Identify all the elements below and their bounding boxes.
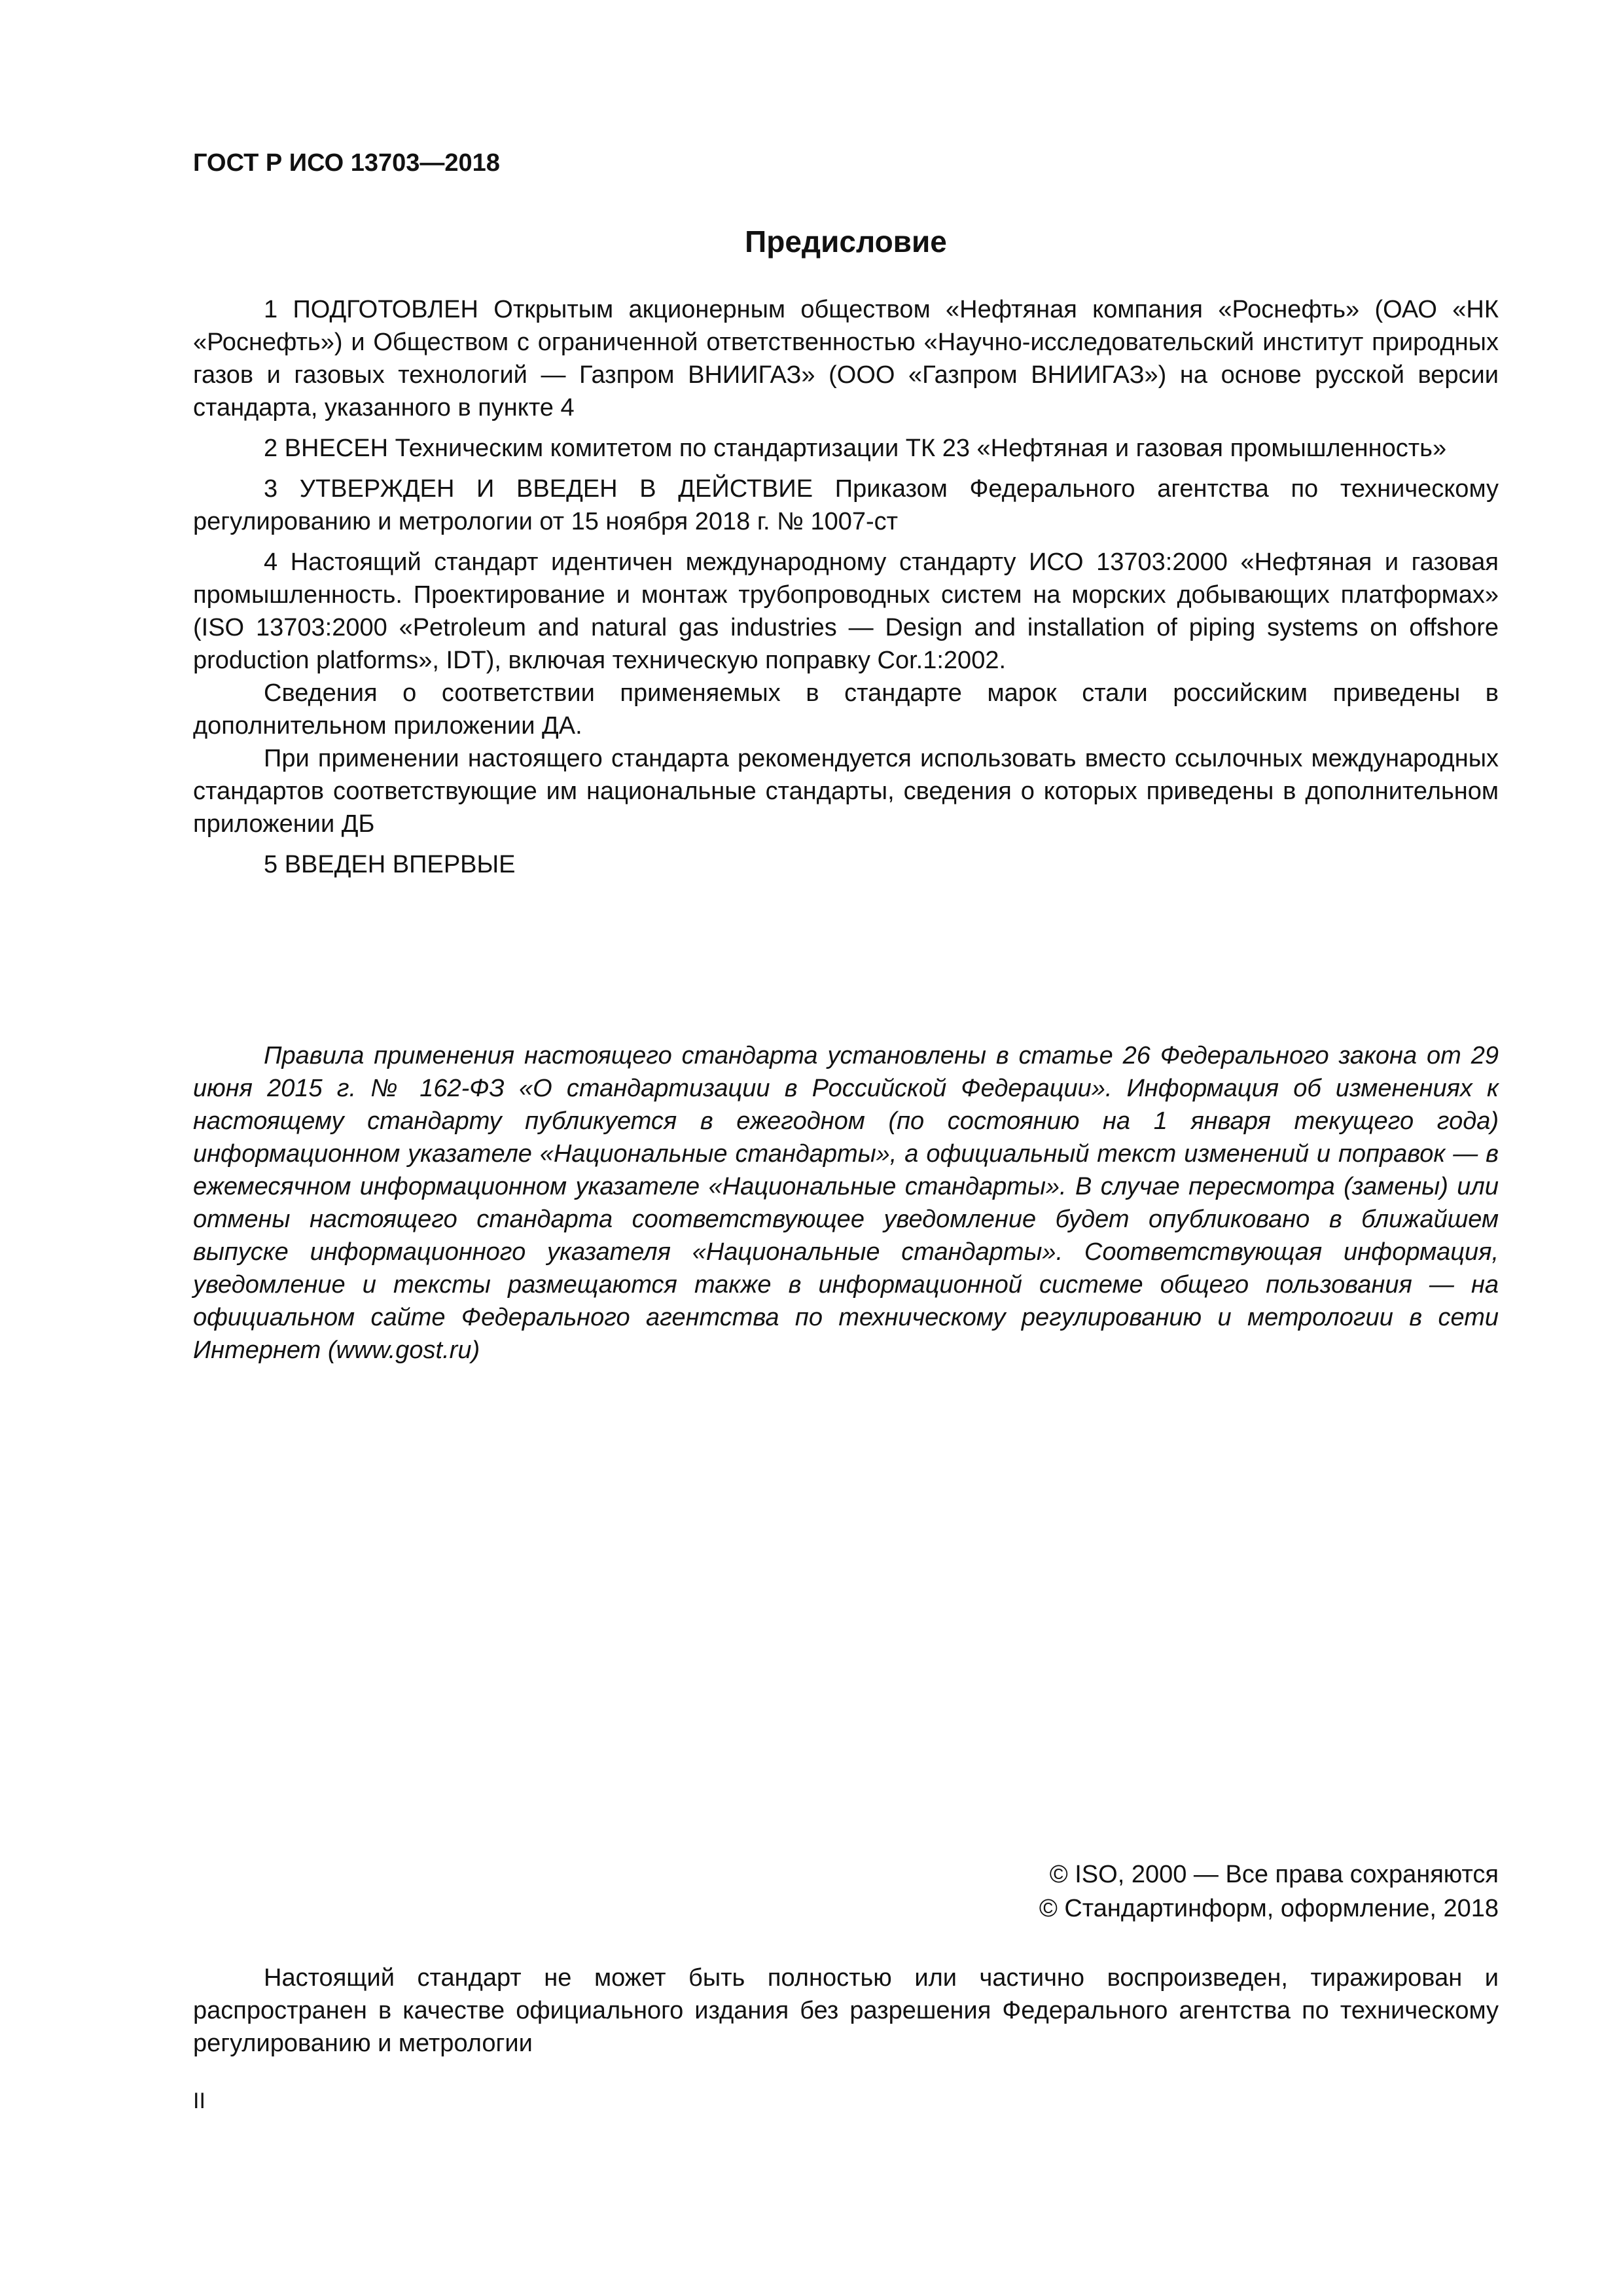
foreword-item-2: 2 ВНЕСЕН Техническим комитетом по стандартизации ТК 23 «Нефтяная и газовая промышленность» <box>264 435 1447 462</box>
document-code: ГОСТ Р ИСО 13703—2018 <box>193 149 500 177</box>
page-title: Предисловие <box>745 224 947 259</box>
page-number: II <box>193 2089 205 2113</box>
foreword-item-1: 1 ПОДГОТОВЛЕН Открытым акционерным обществом «Нефтяная компания «Роснефть» (ОАО «НК «Роснефть») и Обществом с ограниченной ответственностью «Научно-исследовательский институт природных газов и газовых технологий — Газпром ВНИИГАЗ» (ООО «Газпром ВНИИГАЗ») на основе русской версии стандарта, указанного в пункте 4 <box>193 296 1499 422</box>
foreword-item-5: 5 ВВЕДЕН ВПЕРВЫЕ <box>264 851 516 878</box>
document-page <box>193 0 1499 2296</box>
reproduction-notice-block <box>193 1962 1499 2060</box>
copyright-iso: © ISO, 2000 — Все права сохраняются <box>1049 1861 1499 1888</box>
copyright-block <box>1039 1857 1499 1926</box>
foreword-body <box>193 293 1499 881</box>
foreword-item-4: 4 Настоящий стандарт идентичен международному стандарту ИСО 13703:2000 «Нефтяная и газовая промышленность. Проектирование и монтаж трубопроводных систем на морских добывающих платформах» (ISO 13703:2000 «Petroleum and natural gas industries — Design and installation of piping systems on offshore production platforms», IDT), включая техническую поправку Cor.1:2002. <box>193 548 1499 674</box>
copyright-standartinform: © Стандартинформ, оформление, 2018 <box>1039 1895 1499 1922</box>
reproduction-notice: Настоящий стандарт не может быть полностью или частично воспроизведен, тиражирован и распространен в качестве официального издания без разрешения Федерального агентства по техническому регулированию и метрологии <box>193 1964 1499 2057</box>
rules-note: Правила применения настоящего стандарта установлены в статье 26 Федерального закона от 29 июня 2015 г. № 162-ФЗ «О стандартизации в Российской Федерации». Информация об изменениях к настоящему стандарту публикуется в ежегодном (по состоянию на 1 января текущего года) информационном указателе «Национальные стандарты», а официальный текст изменений и поправок — в ежемесячном информационном указателе «Национальные стандарты». В случае пересмотра (замены) или отмены настоящего стандарта соответствующее уведомление будет опубликовано в ближайшем выпуске информационного указателя «Национальные стандарты». Соответствующая информация, уведомление и тексты размещаются также в информационной системе общего пользования — на официальном сайте Федерального агентства по техническому регулированию и метрологии в сети Интернет (www.gost.ru) <box>193 1042 1499 1364</box>
foreword-item-3: 3 УТВЕРЖДЕН И ВВЕДЕН В ДЕЙСТВИЕ Приказом Федерального агентства по техническому регулированию и метрологии от 15 ноября 2018 г. № 1007-ст <box>193 475 1499 535</box>
rules-note-block <box>193 1039 1499 1367</box>
foreword-item-4-references-note: При применении настоящего стандарта рекомендуется использовать вместо ссылочных международных стандартов соответствующие им национальные стандарты, сведения о которых приведены в дополнительном приложении ДБ <box>193 745 1499 838</box>
foreword-item-4-steel-note: Сведения о соответствии применяемых в стандарте марок стали российским приведены в дополнительном приложении ДА. <box>193 679 1499 740</box>
